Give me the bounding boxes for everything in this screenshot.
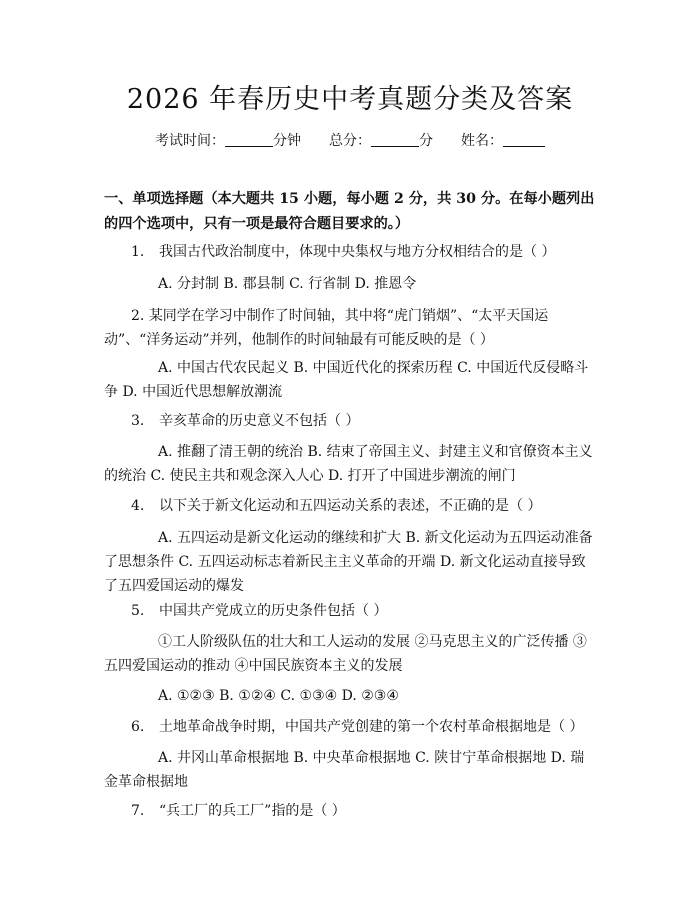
question-number: 1. [131, 244, 145, 260]
question-number: 5. [131, 603, 145, 619]
question-stem: 以下关于新文化运动和五四运动关系的表述，不正确的是（ ） [159, 498, 542, 514]
score-label: 总分： [329, 133, 371, 149]
question-number: 6. [131, 719, 145, 735]
question-stem: 中国共产党成立的历史条件包括（ ） [159, 603, 388, 619]
question-1-options: A. 分封制 B. 郡县制 C. 行省制 D. 推恩令 [158, 276, 417, 292]
name-blank [503, 132, 545, 147]
time-unit: 分钟 [273, 133, 301, 149]
question-number: 4. [131, 498, 145, 514]
question-5-options: A. ①②③ B. ①②④ C. ①③④ D. ②③④ [158, 688, 399, 704]
question-1 [131, 241, 601, 263]
page-title: 2026 年春历史中考真题分类及答案 [126, 84, 574, 115]
question-2-options: A. 中国古代农民起义 B. 中国近代化的探索历程 C. 中国近代反侵略斗争 D. 中国近代思想解放潮流 [104, 360, 589, 400]
score-unit: 分 [419, 133, 433, 149]
question-3 [131, 410, 601, 432]
question-number: 2. [131, 308, 145, 324]
question-stem: 辛亥革命的历史意义不包括（ ） [159, 413, 360, 429]
question-stem: 土地革命战争时期，中国共产党创建的第一个农村革命根据地是（ ） [159, 719, 584, 735]
question-stem: 我国古代政治制度中，体现中央集权与地方分权相结合的是（ ） [159, 244, 556, 260]
question-4 [131, 495, 601, 517]
question-2 [104, 304, 598, 352]
question-5-items: ①工人阶级队伍的壮大和工人运动的发展 ②马克思主义的广泛传播 ③五四爱国运动的推动 ④中国民族资本主义的发展 [104, 634, 587, 674]
time-blank [225, 132, 273, 147]
time-label: 考试时间： [155, 133, 225, 149]
question-6 [131, 716, 601, 738]
question-6-options: A. 井冈山革命根据地 B. 中央革命根据地 C. 陕甘宁革命根据地 D. 瑞金革命根据地 [104, 750, 585, 790]
question-7 [131, 800, 601, 822]
question-stem: “兵工厂的兵工厂”指的是（ ） [159, 803, 346, 819]
question-number: 3. [131, 413, 145, 429]
name-label: 姓名： [461, 133, 503, 149]
exam-meta [0, 131, 700, 151]
score-blank [371, 132, 419, 147]
question-number: 7. [131, 803, 145, 819]
question-4-options: A. 五四运动是新文化运动的继续和扩大 B. 新文化运动为五四运动准备了思想条件 C. 五四运动标志着新民主主义革命的开端 D. 新文化运动直接导致了五四爱国运动的爆发 [104, 530, 593, 594]
question-3-options: A. 推翻了清王朝的统治 B. 结束了帝国主义、封建主义和官僚资本主义的统治 C. 使民主共和观念深入人心 D. 打开了中国进步潮流的闸门 [104, 444, 593, 484]
section-heading: 一、单项选择题（本大题共 15 小题，每小题 2 分，共 30 分。在每小题列出的四个选项中，只有一项是最符合题目要求的。） [104, 191, 595, 232]
question-5 [131, 600, 601, 622]
question-stem: 某同学在学习中制作了时间轴，其中将“虎门销烟”、“太平天国运动”、“洋务运动”并列，他制作的时间轴最有可能反映的是（ ） [104, 308, 549, 348]
